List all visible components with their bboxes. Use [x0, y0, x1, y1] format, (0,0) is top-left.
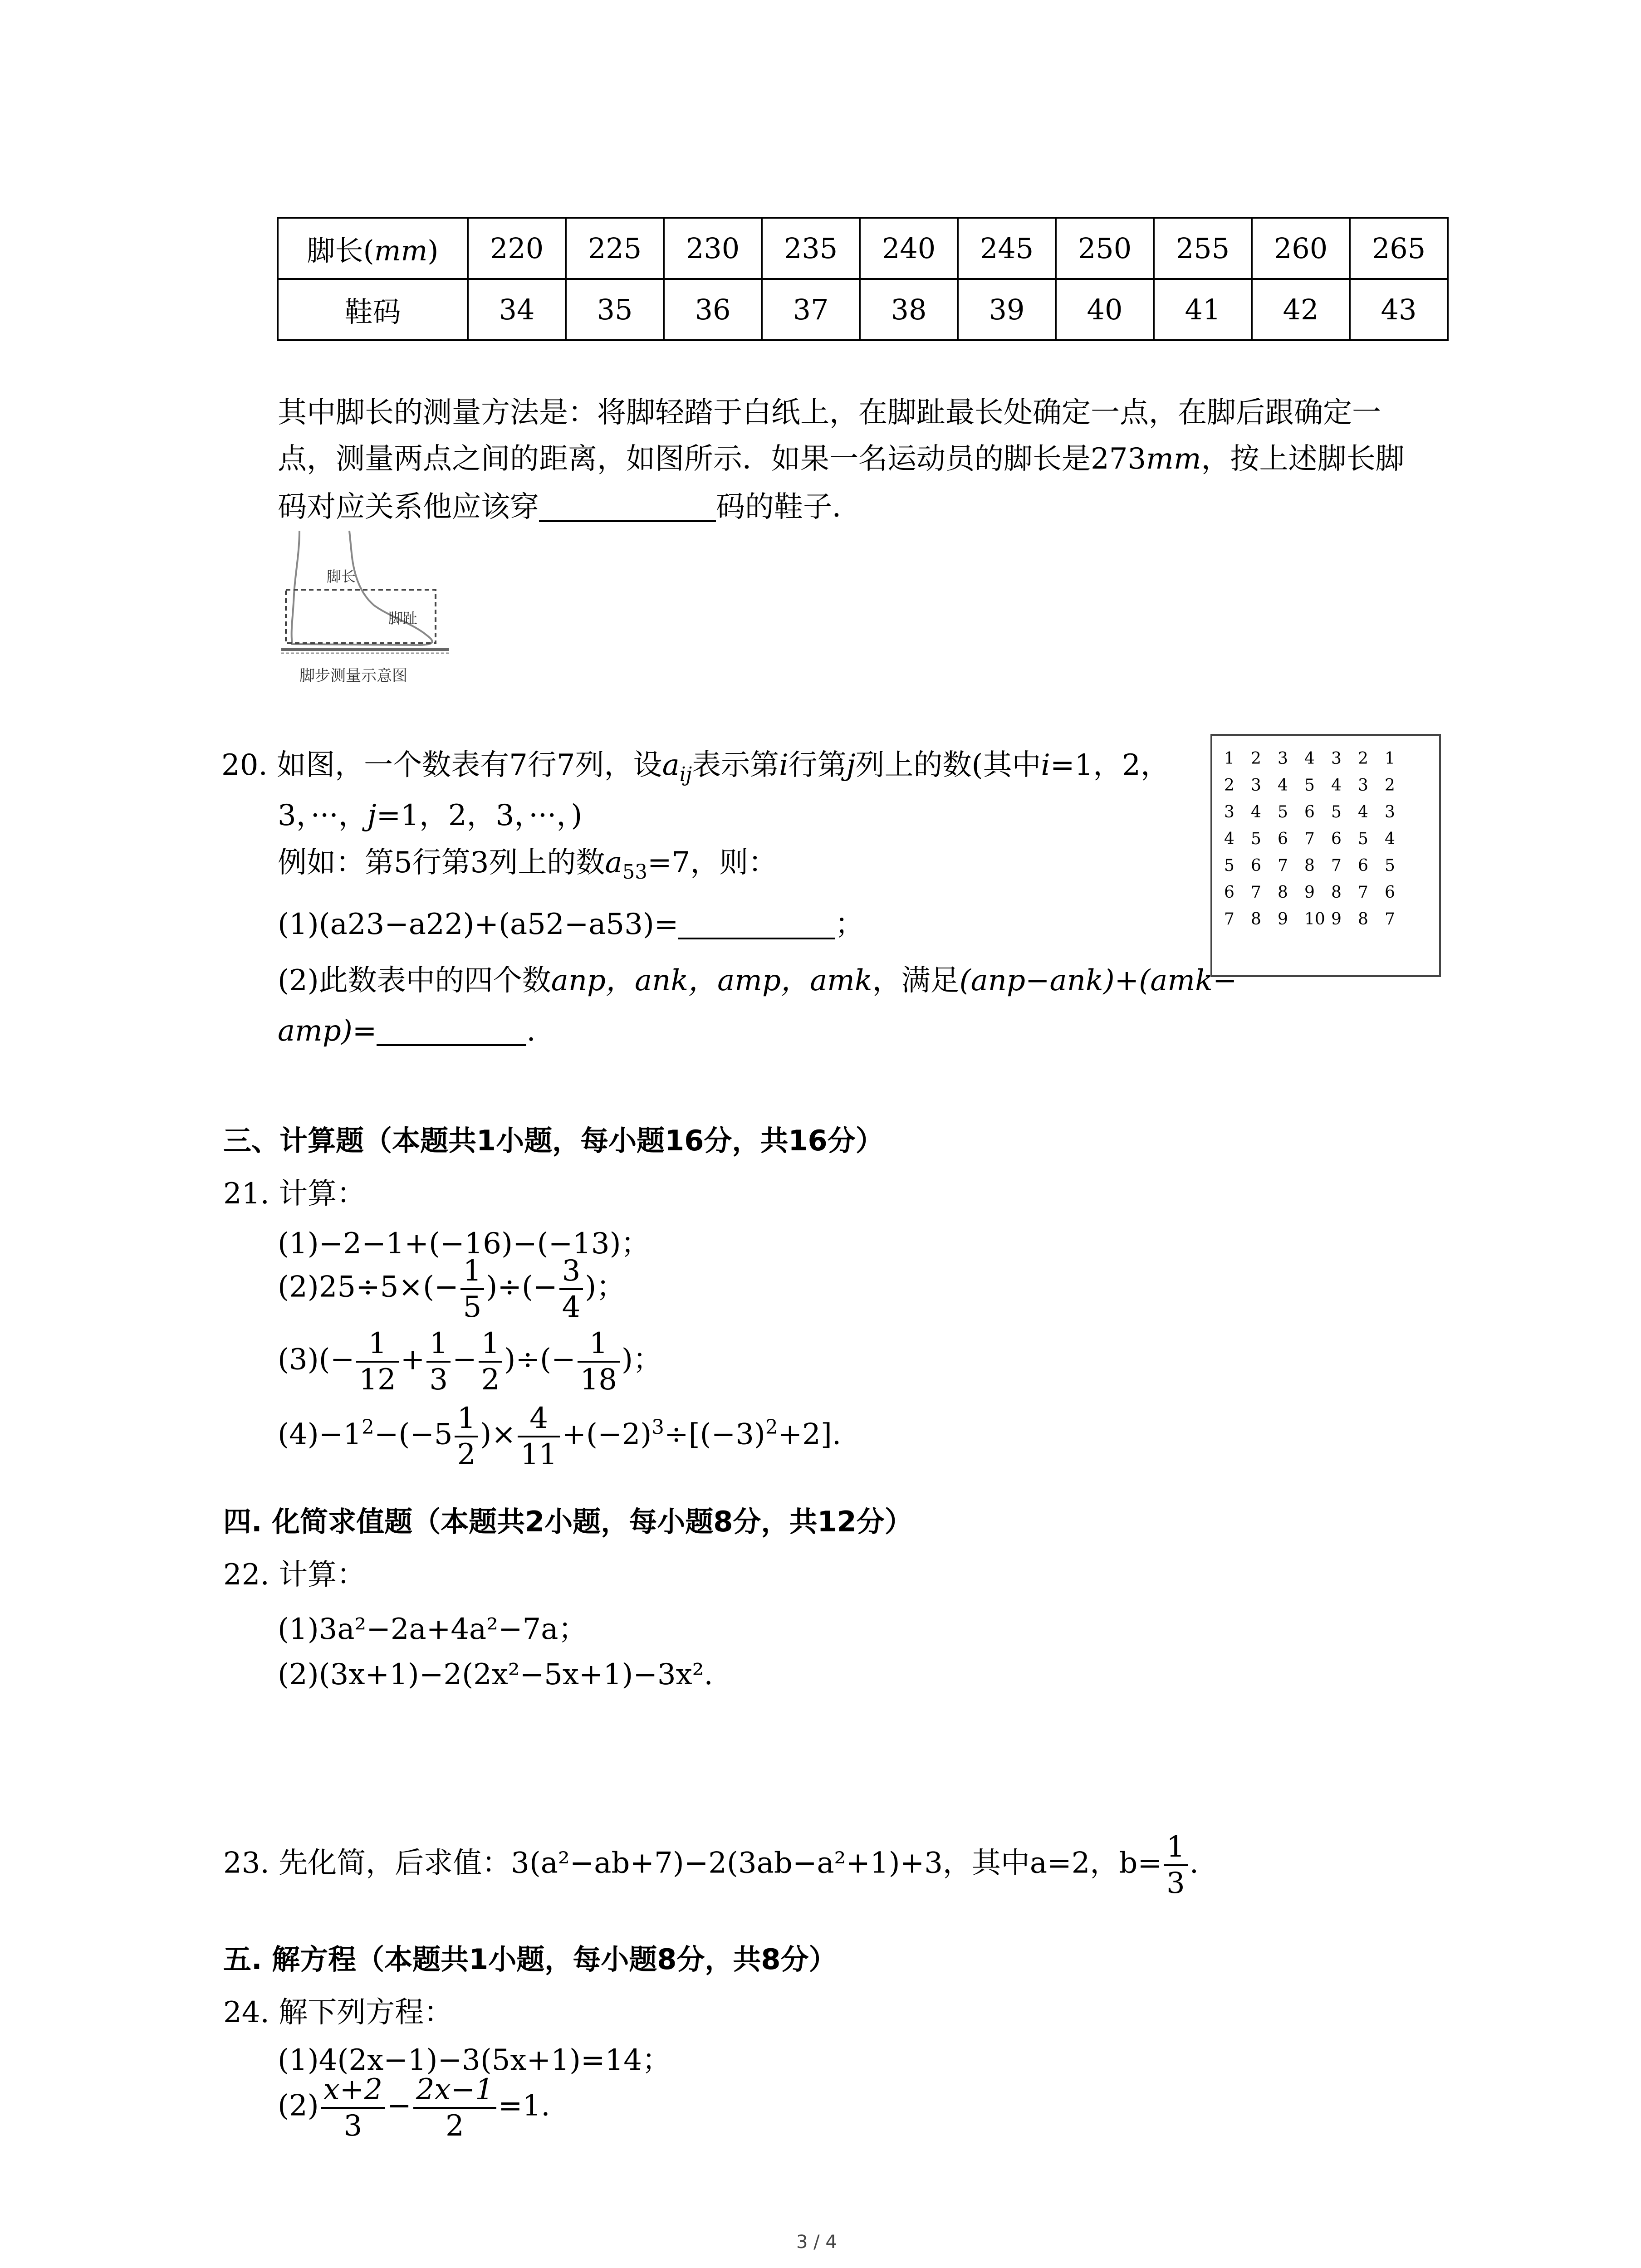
number-table-figure [1210, 734, 1441, 977]
q21-stem: 21. 计算： [223, 1177, 366, 1211]
grid-row: 7 8 9 10 9 8 7 [1224, 910, 1395, 929]
fraction: $\frac{1}{3}$ [426, 1329, 451, 1394]
foot-measurement-figure [281, 526, 476, 685]
shoe-size-cell: 35 [566, 279, 664, 340]
q24-stem: 24. 解下列方程： [223, 1996, 453, 2029]
fraction: $\frac{1}{2}$ [455, 1404, 479, 1469]
q19-text-line3: 码对应关系他应该穿 码的鞋子． [278, 490, 861, 524]
q21-part1: (1)−2−1+(−16)−(−13)； [278, 1227, 650, 1261]
shoe-size-cell: 43 [1350, 279, 1448, 340]
foot-figure-caption: 脚步测量示意图 [299, 667, 407, 685]
grid-row: 4 5 6 7 6 5 4 [1224, 830, 1395, 848]
q19-text-line1: 其中脚长的测量方法是：将脚轻踏于白纸上，在脚趾最长处确定一点，在脚后跟确定一 [278, 396, 1381, 430]
q23: 23. 先化简，后求值：3(a²−ab+7)−2(3ab−a²+1)+3，其中a=2，b= $\frac{1}{3}$ . [223, 1830, 1199, 1900]
foot-sketch [281, 526, 476, 685]
fraction: $\frac{3}{4}$ [559, 1256, 583, 1322]
q22-part2: (2)(3x+1)−2(2x²−5x+1)−3x². [278, 1658, 713, 1691]
grid-row: 5 6 7 8 7 6 5 [1224, 856, 1395, 875]
q21-part2: (2)25÷5×(− $\frac{1}{5}$ )÷(− $\frac{3}{4}$ )； [278, 1254, 626, 1324]
shoe-size-cell: 40 [1056, 279, 1154, 340]
answer-blank[interactable] [539, 491, 716, 522]
fraction: $\frac{1}{18}$ [578, 1329, 620, 1394]
fraction: $\frac{4}{11}$ [518, 1404, 560, 1469]
q20-part1: (1)(a23−a22)+(a52−a53)= ； [278, 908, 864, 941]
foot-length-cell: 255 [1154, 218, 1252, 279]
fraction: $\frac{x+2}{3}$ [321, 2075, 385, 2141]
q19-text-line2: 点，测量两点之间的距离，如图所示．如果一名运动员的脚长是273mm，按上述脚长脚 [278, 442, 1405, 476]
q22-part1: (1)3a²−2a+4a²−7a； [278, 1613, 588, 1646]
foot-length-row [278, 218, 1448, 279]
answer-blank[interactable] [377, 1015, 526, 1046]
answer-blank[interactable] [678, 909, 835, 939]
fraction: $\frac{1}{5}$ [460, 1256, 485, 1322]
foot-length-cell: 225 [566, 218, 664, 279]
foot-length-cell: 260 [1252, 218, 1350, 279]
fraction: $\frac{1}{3}$ [1164, 1833, 1188, 1898]
grid-row: 6 7 8 9 8 7 6 [1224, 883, 1395, 902]
foot-length-label: 脚长 [327, 568, 356, 585]
section-4-heading: 四. 化简求值题（本题共2小题，每小题8分，共12分） [223, 1505, 913, 1538]
fraction: $\frac{2x-1}{2}$ [413, 2075, 496, 2141]
q20-line3: 例如：第5行第3列上的数$a_{53}=7$，则： [278, 846, 778, 884]
fraction: $\frac{1}{2}$ [479, 1329, 503, 1394]
fraction: $\frac{1}{12}$ [356, 1329, 398, 1394]
shoe-size-cell: 34 [468, 279, 566, 340]
section-3-heading: 三、计算题（本题共1小题，每小题16分，共16分） [223, 1124, 884, 1157]
grid-row: 2 3 4 5 4 3 2 [1224, 776, 1395, 795]
page-number: 3 / 4 [796, 2232, 837, 2253]
foot-length-cell: 240 [860, 218, 958, 279]
foot-length-cell: 235 [762, 218, 860, 279]
q20-part2: (2)此数表中的四个数anp，ank，amp，amk，满足(anp−ank)+(amk− [278, 964, 1237, 997]
q20-line1: 20. 如图，一个数表有7行7列，设$a_{ij}$表示第i行第j列上的数(其中i=1，2， [221, 748, 1170, 786]
q24-part1: (1)4(2x−1)−3(5x+1)=14； [278, 2043, 671, 2077]
q21-part3: (3)(− $\frac{1}{12}$ + $\frac{1}{3}$ − $\frac{1}{2}$ )÷(− $\frac{1}{18}$ )； [278, 1327, 662, 1397]
grid-row: 3 4 5 6 5 4 3 [1224, 803, 1395, 821]
toe-label: 脚趾 [388, 610, 418, 627]
foot-length-cell: 220 [468, 218, 566, 279]
q21-part4: $(4)-1^2-(-5$ $\frac{1}{2}$ )× $\frac{4}{11}$ $+(-2)^3\div[(-3)^2+2]$. [278, 1402, 842, 1471]
shoe-size-cell: 38 [860, 279, 958, 340]
foot-length-cell: 230 [664, 218, 762, 279]
section-5-heading: 五. 解方程（本题共1小题，每小题8分，共8分） [223, 1943, 837, 1976]
q20-line2: 3，···，j=1，2，3，···，) [278, 799, 583, 832]
shoe-size-cell: 41 [1154, 279, 1252, 340]
shoe-size-row [278, 279, 1448, 340]
shoe-size-cell: 36 [664, 279, 762, 340]
q20-part2-cont: amp)= . [278, 1014, 536, 1048]
foot-length-cell: 250 [1056, 218, 1154, 279]
grid-row: 1 2 3 4 3 2 1 [1224, 749, 1395, 768]
shoe-size-header: 鞋码 [278, 279, 468, 340]
foot-length-cell: 245 [958, 218, 1056, 279]
shoe-size-cell: 37 [762, 279, 860, 340]
shoe-size-cell: 39 [958, 279, 1056, 340]
foot-length-cell: 265 [1350, 218, 1448, 279]
foot-length-header: 脚长(mm) [278, 218, 468, 279]
shoe-size-table [277, 217, 1449, 341]
q22-stem: 22. 计算： [223, 1558, 366, 1592]
q24-part2: (2) $\frac{x+2}{3}$ − $\frac{2x-1}{2}$ =1. [278, 2073, 550, 2143]
shoe-size-cell: 42 [1252, 279, 1350, 340]
